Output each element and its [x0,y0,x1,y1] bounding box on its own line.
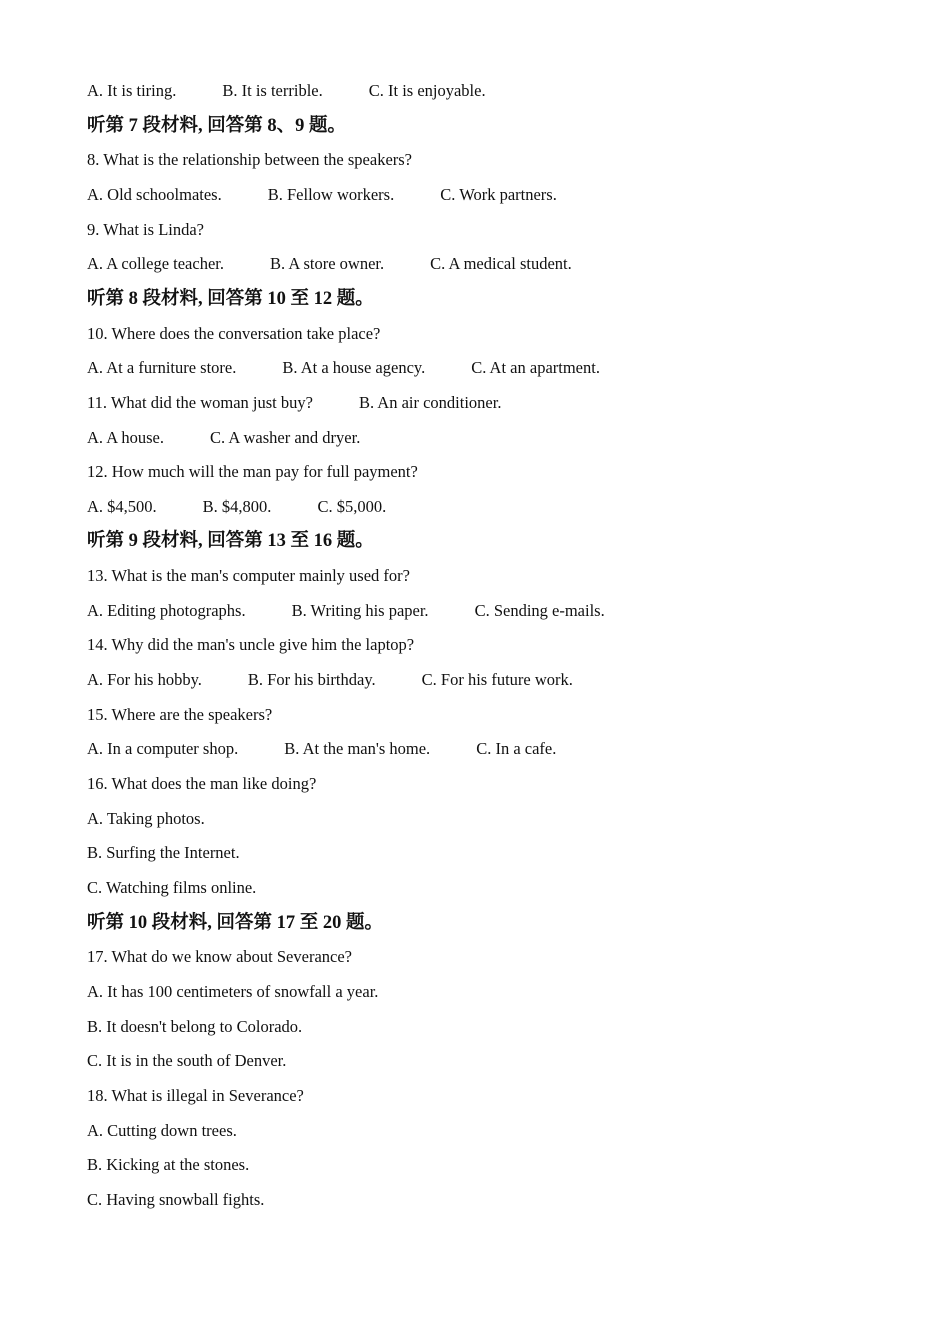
option-text: B. A store owner. [270,254,385,273]
options-line [87,1119,237,1143]
options-line [87,841,240,865]
options-line [87,391,501,415]
question-line [87,772,316,796]
option-text: A. In a computer shop. [87,739,239,758]
question-line [87,564,410,588]
options-line [87,1049,286,1073]
option-text: C. It is enjoyable. [368,81,486,100]
question-line [87,633,414,657]
options-line [87,495,386,519]
question-line [87,945,352,969]
option-text: B. Kicking at the stones. [87,1155,250,1174]
option-text: B. For his birthday. [247,670,376,689]
heading-text: 听第 10 段材料, 回答第 17 至 20 题。 [87,913,384,933]
option-text: C. A medical student. [430,254,572,273]
options-line [87,1015,302,1039]
options-line [87,737,556,761]
option-text: B. Writing his paper. [291,601,429,620]
question-line [87,148,412,172]
option-text: C. Watching films online. [87,878,257,897]
question-line [87,322,380,346]
options-line [87,876,256,900]
options-line [87,1153,249,1177]
options-line [87,79,486,103]
option-text: A. Editing photographs. [87,601,246,620]
option-text: 11. What did the woman just buy? [87,393,313,412]
heading-text: 听第 9 段材料, 回答第 13 至 16 题。 [87,531,374,551]
option-text: A. At a furniture store. [87,358,237,377]
option-text: B. Surfing the Internet. [87,843,240,862]
option-text: A. It has 100 centimeters of snowfall a year. [87,982,379,1001]
question-text: 18. What is illegal in Severance? [87,1086,304,1105]
section-heading [87,287,374,311]
option-text: C. For his future work. [421,670,573,689]
option-text: A. Old schoolmates. [87,185,222,204]
option-text: C. A washer and dryer. [210,428,361,447]
question-line [87,703,272,727]
options-line [87,599,605,623]
question-line [87,1084,304,1108]
options-line [87,252,572,276]
question-text: 10. Where does the conversation take place? [87,324,381,343]
options-line [87,426,360,450]
options-line [87,356,600,380]
question-text: 16. What does the man like doing? [87,774,317,793]
question-text: 9. What is Linda? [87,220,204,239]
option-text: C. It is in the south of Denver. [87,1051,287,1070]
option-text: A. It is tiring. [87,81,177,100]
question-text: 15. Where are the speakers? [87,705,273,724]
option-text: C. Having snowball fights. [87,1190,265,1209]
option-text: C. Sending e-mails. [474,601,605,620]
options-line [87,668,573,692]
option-text: C. At an apartment. [471,358,600,377]
section-heading [87,114,346,138]
option-text: A. Cutting down trees. [87,1121,237,1140]
question-text: 12. How much will the man pay for full payment? [87,462,418,481]
option-text: B. Fellow workers. [267,185,395,204]
question-text: 8. What is the relationship between the speakers? [87,150,413,169]
option-text: A. $4,500. [87,497,157,516]
options-line [87,807,205,831]
option-text: C. In a cafe. [476,739,557,758]
option-text: B. An air conditioner. [358,393,502,412]
options-line [87,183,557,207]
question-line [87,218,204,242]
section-heading [87,911,383,935]
option-text: A. A house. [87,428,165,447]
question-line [87,460,418,484]
options-line [87,980,378,1004]
option-text: C. $5,000. [317,497,387,516]
option-text: A. A college teacher. [87,254,224,273]
option-text: B. It is terrible. [222,81,323,100]
heading-text: 听第 8 段材料, 回答第 10 至 12 题。 [87,289,374,309]
question-text: 17. What do we know about Severance? [87,947,352,966]
options-line [87,1188,264,1212]
question-text: 13. What is the man's computer mainly used for? [87,566,410,585]
option-text: B. It doesn't belong to Colorado. [87,1017,303,1036]
option-text: B. At the man's home. [284,739,431,758]
option-text: A. Taking photos. [87,809,205,828]
option-text: B. $4,800. [202,497,272,516]
question-text: 14. Why did the man's uncle give him the laptop? [87,635,415,654]
option-text: C. Work partners. [440,185,557,204]
option-text: A. For his hobby. [87,670,202,689]
heading-text: 听第 7 段材料, 回答第 8、9 题。 [87,116,347,136]
section-heading [87,529,374,553]
option-text: B. At a house agency. [282,358,426,377]
